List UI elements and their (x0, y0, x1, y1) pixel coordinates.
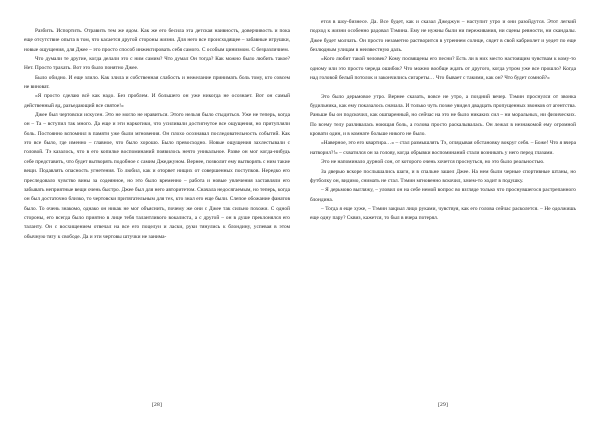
page-number: [29] (437, 402, 449, 408)
left-page-text (24, 27, 290, 242)
right-page-text (310, 18, 576, 224)
paragraph: – Я дерьмово выгляжу, – уловил он на себе немой вопрос во взгляде только что проснувшегося растрепанного блондина. (310, 187, 576, 203)
paragraph: «Наверное, это его квартира…» – стал размышлять Тэ, оглядывая обстановку вокруг себя. – Боже! Что я вчера натворил?!» – схватился он за голову, когда обрывки воспоминаний стали возникать у него перед глазами. (310, 140, 576, 156)
right-page (300, 0, 600, 423)
paragraph: ется в шоу-бизнесе. Да. Все будет, как и сказал Джеджун – наступит утро и они разойдутся. Этот легкий подход к жизни особенно радовал Тэмина. Ему не нужны были ни переживания, ни сцены ревности, ни скандалы. Джее будет молчать. Он просто незаметно растворится в утреннем солнце, сядет в свой кабриолет и уедет по еще безлюдным улицам в неизвестную даль. (310, 19, 576, 54)
paragraph: «Кого любит такой человек? Кому посвящены его песни? Есть ли в них место настоящим чувствам к кому-то одному или это просто череда ошибок? Что можно вообще ждать от другого, когда утром уже все прошло? Когда над головой белый потолок и закончились сигареты… Что бывает с такими, как он? Что будет сомной?» (310, 56, 576, 82)
paragraph: Что думали те другие, когда делали это с ним самим? Что думал Он тогда? Как можно было любить такое? Нет. Просто трахать. Вот это было понятно Джее. (24, 56, 290, 72)
page-number: [28] (151, 402, 163, 408)
paragraph: Разбить. Испортить. Отравить тем же ядом. Как же его бесила эта детская наивность, доверчивость и пока еще отсутствие опыта в том, что касается другой стороны жизни. Для него все происходящее – забавные игрушки, новые ощущения, для Джее – это просто способ инжектировать себя самого. С особым цинизмом. С безразличием. (24, 28, 290, 53)
paragraph: Джее был чертовски искусен. Это не могло не нравиться. Этого нельзя было стыдиться. Уже не теперь, когда он – Та – вступил так много. Да еще и эти наркотики, что усиливали достигнутое все ощущения, но притупляли боль. Постоянно вспомнил в памяти уже были мгновения. Он плохо осознавал последовательность событий. Как это все было, где именно – главное, что было хорошо. Было превосходно. Новые ощущения захлестывали с головой. Тэ казалось, что в его копилке воспоминаний появилось нечто уникальное. Разве он мог когда-нибудь себе представить, что будет вытворять подобное с самим Джеджуном. Вернее, позволит ему вытворять с ним такие вещи. Подавлять опасность угнетения. То любил, как и оторвет нищих от совершенных поступков. Нередко его преследовало чувство вины за содеянное, но это было временно – работа и новые увлечения заставляли его забывать неприятные вещи очень быстро. Джее был для него авторитетом. Сначала недосягаемым, но теперь, когда он был достаточно близко, то чертовски притягательным для тех, кто знал его еще были. Слепое обожание фанатов было. То очень знакомо, однако он никак не мог объяснить, почему же они с Джее так сильно похожи. С одной стороны, его всегда было приятно в лице тебя талантливого вокалиста, а с другой – он в душе преклонялся его таланту. Он с восхищением отвечал на все его поцелуи и ласки, руки тянулись к блондину, успевая в этом обычную тягу к свободе. Да и эти чертовы штучки не занима- (24, 112, 290, 240)
paragraph: Было обидно. И еще злило. Как злила и собственная слабость и нежелание принимать боль тому, кто совсем не виноват. (24, 74, 290, 91)
paragraph: Это было дерьмовое утро. Вернее сказать, вовсе не утро, а поздний вечер. Тэмин проснулся от звонка будильника, как ему показалось сначала. И только чуть позже увидел двадцать пропущенных звонков от агентства. Раньше бы он подскочил, как ошпаренный, но сейчас на это не было никаких сил – ни моральных, ни физических. По всему телу разливалась ноющая боль, а голова просто раскалывалась. Он лежал в незнакомой ему огромной кровати один, и в комнате больше никого не было. (310, 93, 576, 138)
paragraph: – Тогда я еще хуже, – Тэмин закрыл лицо руками, чувствуя, как его голова сейчас расколется. – Не одолжишь еще одну пару? Сквиз, кажется, то был в вчера потерял. (310, 205, 576, 222)
paragraph: Это не напоминало дурной сон, от которого очень хочется проснуться, но это было реальностью. (321, 159, 545, 166)
paragraph: «Я просто сделаю всё как надо. Без проблем. И большего он уже никогда не осознает. Вот он самый действенный яд, разъедающий все святое!» (24, 93, 290, 109)
paragraph: За дверью вскоре послышались шаги, и в спальне зашел Джее. На нем были черные спортивные штаны, но футболку он, видимо, снимать не стал. Тэмин мгновенно вскочил, зачем-то ходит в подушку. (310, 168, 576, 184)
